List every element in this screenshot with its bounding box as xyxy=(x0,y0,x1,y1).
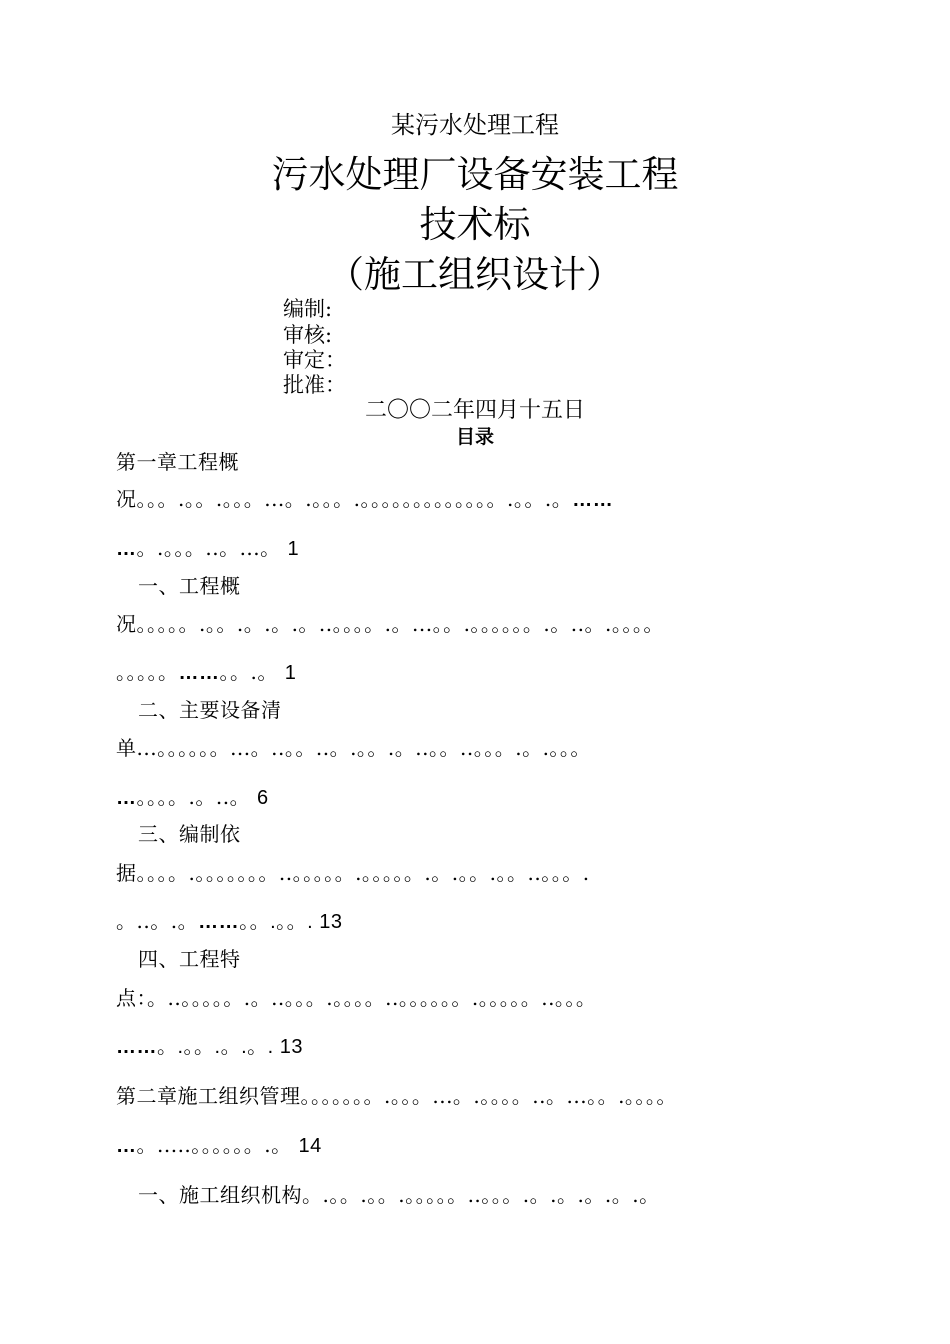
toc-dots: 。.。。。..。...。 xyxy=(136,536,281,560)
toc-dots-page: 。.。。.。.。. 13 xyxy=(157,1036,304,1058)
toc-ellipsis: …… xyxy=(572,489,614,511)
toc-ellipsis: … xyxy=(116,1135,137,1157)
toc-ellipsis: …… xyxy=(178,662,220,684)
toc-line: 二、主要设备清 xyxy=(138,698,282,722)
toc-line: 单...。。。。。。...。..。。..。.。。.。..。。..。。。.。.。。。 xyxy=(116,736,591,760)
toc-dots: 。。。。。 xyxy=(116,660,179,684)
document-date: 二〇〇二年四月十五日 xyxy=(364,398,585,423)
toc-dots: 。。.。 xyxy=(219,660,278,684)
toc-heading: 目录 xyxy=(455,426,494,448)
toc-line: 一、施工组织机构。.。。.。。.。。。。。..。。。.。.。.。.。.。 xyxy=(138,1183,660,1207)
toc-line: 况。。。。。.。。.。.。.。..。。。。.。...。。.。。。。。。.。..。.。。。。 xyxy=(116,612,664,636)
toc-page-number: 14 xyxy=(298,1135,322,1157)
toc-line xyxy=(116,485,613,514)
toc-line: 第二章施工组织管理。。。。。。。.。。。...。.。。。。..。...。。.。。。。 xyxy=(116,1084,677,1108)
toc-line xyxy=(116,1032,303,1061)
toc-line xyxy=(116,1131,322,1160)
toc-line: 点：。..。。。。。.。..。。。.。。。。..。。。。。。.。。。。。..。。。 xyxy=(116,986,597,1010)
toc-dots: 。。。。.。..。 xyxy=(136,785,251,809)
toc-line xyxy=(116,783,269,812)
document-title-line2: 技术标 xyxy=(419,203,531,246)
document-subtitle: 某污水处理工程 xyxy=(391,111,559,139)
toc-page-number: 1 xyxy=(284,662,297,684)
toc-ellipsis: …… xyxy=(198,911,240,933)
toc-line: 据。。。。.。。。。。。。..。。。。。.。。。。。.。.。。.。。..。。。. xyxy=(116,861,590,885)
toc-line: 一、工程概 xyxy=(138,574,241,598)
toc-dots: 况。。。.。。.。。。...。.。。。.。。。。。。。。。。。。。.。。.。 xyxy=(116,487,573,511)
toc-line: 第一章工程概 xyxy=(116,450,239,474)
toc-ellipsis: … xyxy=(116,787,137,809)
toc-dots-page: 。。.。。. 13 xyxy=(239,911,343,933)
signature-compile: 编制: xyxy=(283,297,333,321)
signature-ratify: 批准： xyxy=(283,373,346,397)
document-title: 污水处理厂设备安装工程 xyxy=(271,153,679,196)
signature-approve: 审定： xyxy=(283,348,346,372)
toc-ellipsis: …… xyxy=(116,1036,157,1058)
toc-ellipsis: … xyxy=(116,538,137,560)
document-title-line3: （施工组织设计） xyxy=(327,253,623,296)
toc-line: 四、工程特 xyxy=(138,947,241,971)
toc-line xyxy=(116,658,296,687)
toc-line xyxy=(116,907,343,936)
signature-review: 审核: xyxy=(283,323,333,347)
toc-page-number: 1 xyxy=(287,538,300,560)
toc-line xyxy=(116,534,299,563)
toc-dots: 。.....。。。。。。.。 xyxy=(136,1133,292,1157)
toc-line: 三、编制依 xyxy=(138,822,241,846)
toc-page-number: 6 xyxy=(256,787,269,809)
toc-dots: 。..。.。 xyxy=(116,909,199,933)
